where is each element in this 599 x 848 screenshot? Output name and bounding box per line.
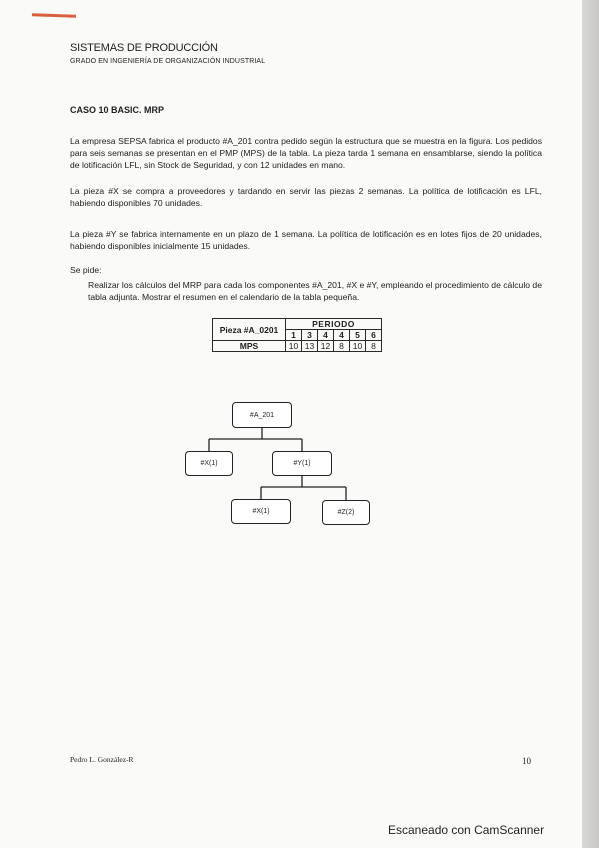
paragraph-part-x: La pieza #X se compra a proveedores y tardando en servir las piezas 2 semanas. La política de lotificación es LFL, habiendo disponibles 70 unidades.: [70, 186, 542, 208]
footer-author: Pedro L. González-R: [70, 755, 134, 764]
paragraph-product: La empresa SEPSA fabrica el producto #A_201 contra pedido según la estructura que se muestra en la figura. Los pedidos para seis semanas se presentan en el PMP (MPS) de la tabla. La pieza tarda 1 semana en ensamblarse, siendo la política de lotificación LFL, sin Stock de Seguridad, y con 12 unidades en mano.: [70, 136, 542, 170]
case-title: CASO 10 BASIC. MRP: [70, 105, 165, 115]
mps-value-cell: 10: [350, 341, 366, 352]
period-cell: 3: [302, 330, 318, 341]
course-subtitle: GRADO EN INGENIERÍA DE ORGANIZACIÓN INDUSTRIAL: [70, 58, 266, 65]
paragraph-part-y: La pieza #Y se fabrica internamente en un plazo de 1 semana. La política de lotificación es en lotes fijos de 20 unidades, habiendo disponibles inicialmente 15 unidades.: [70, 229, 542, 251]
task-heading: Se pide:: [70, 265, 102, 275]
mps-value-cell: 10: [286, 341, 302, 352]
tree-node-root: #A_201: [232, 402, 292, 428]
period-cell: 4: [318, 330, 334, 341]
tree-node-x-level1: #X(1): [185, 451, 233, 476]
mps-label: MPS: [213, 341, 286, 352]
mps-row-label: Pieza #A_0201: [213, 319, 286, 341]
period-cell: 6: [366, 330, 382, 341]
task-text: Realizar los cálculos del MRP para cada los componentes #A_201, #X e #Y, empleando el procedimiento de cálculo de tabla adjunta. Mostrar el resumen en el calendario de la tabla pequeña.: [88, 280, 542, 302]
period-header: PERIODO: [286, 319, 382, 330]
mps-value-cell: 8: [366, 341, 382, 352]
course-title: SISTEMAS DE PRODUCCIÓN: [70, 42, 218, 54]
mps-value-cell: 12: [318, 341, 334, 352]
mps-value-cell: 13: [302, 341, 318, 352]
page-number: 10: [522, 756, 531, 766]
tree-node-x-level2: #X(1): [231, 499, 291, 524]
period-cell: 5: [350, 330, 366, 341]
scanner-watermark: Escaneado con CamScanner: [388, 823, 545, 837]
period-cell: 1: [286, 330, 302, 341]
tree-node-y-level1: #Y(1): [272, 451, 332, 476]
scan-page-edge: [582, 0, 599, 848]
tree-node-z-level2: #Z(2): [322, 500, 370, 525]
mps-value-cell: 8: [334, 341, 350, 352]
period-cell: 4: [334, 330, 350, 341]
